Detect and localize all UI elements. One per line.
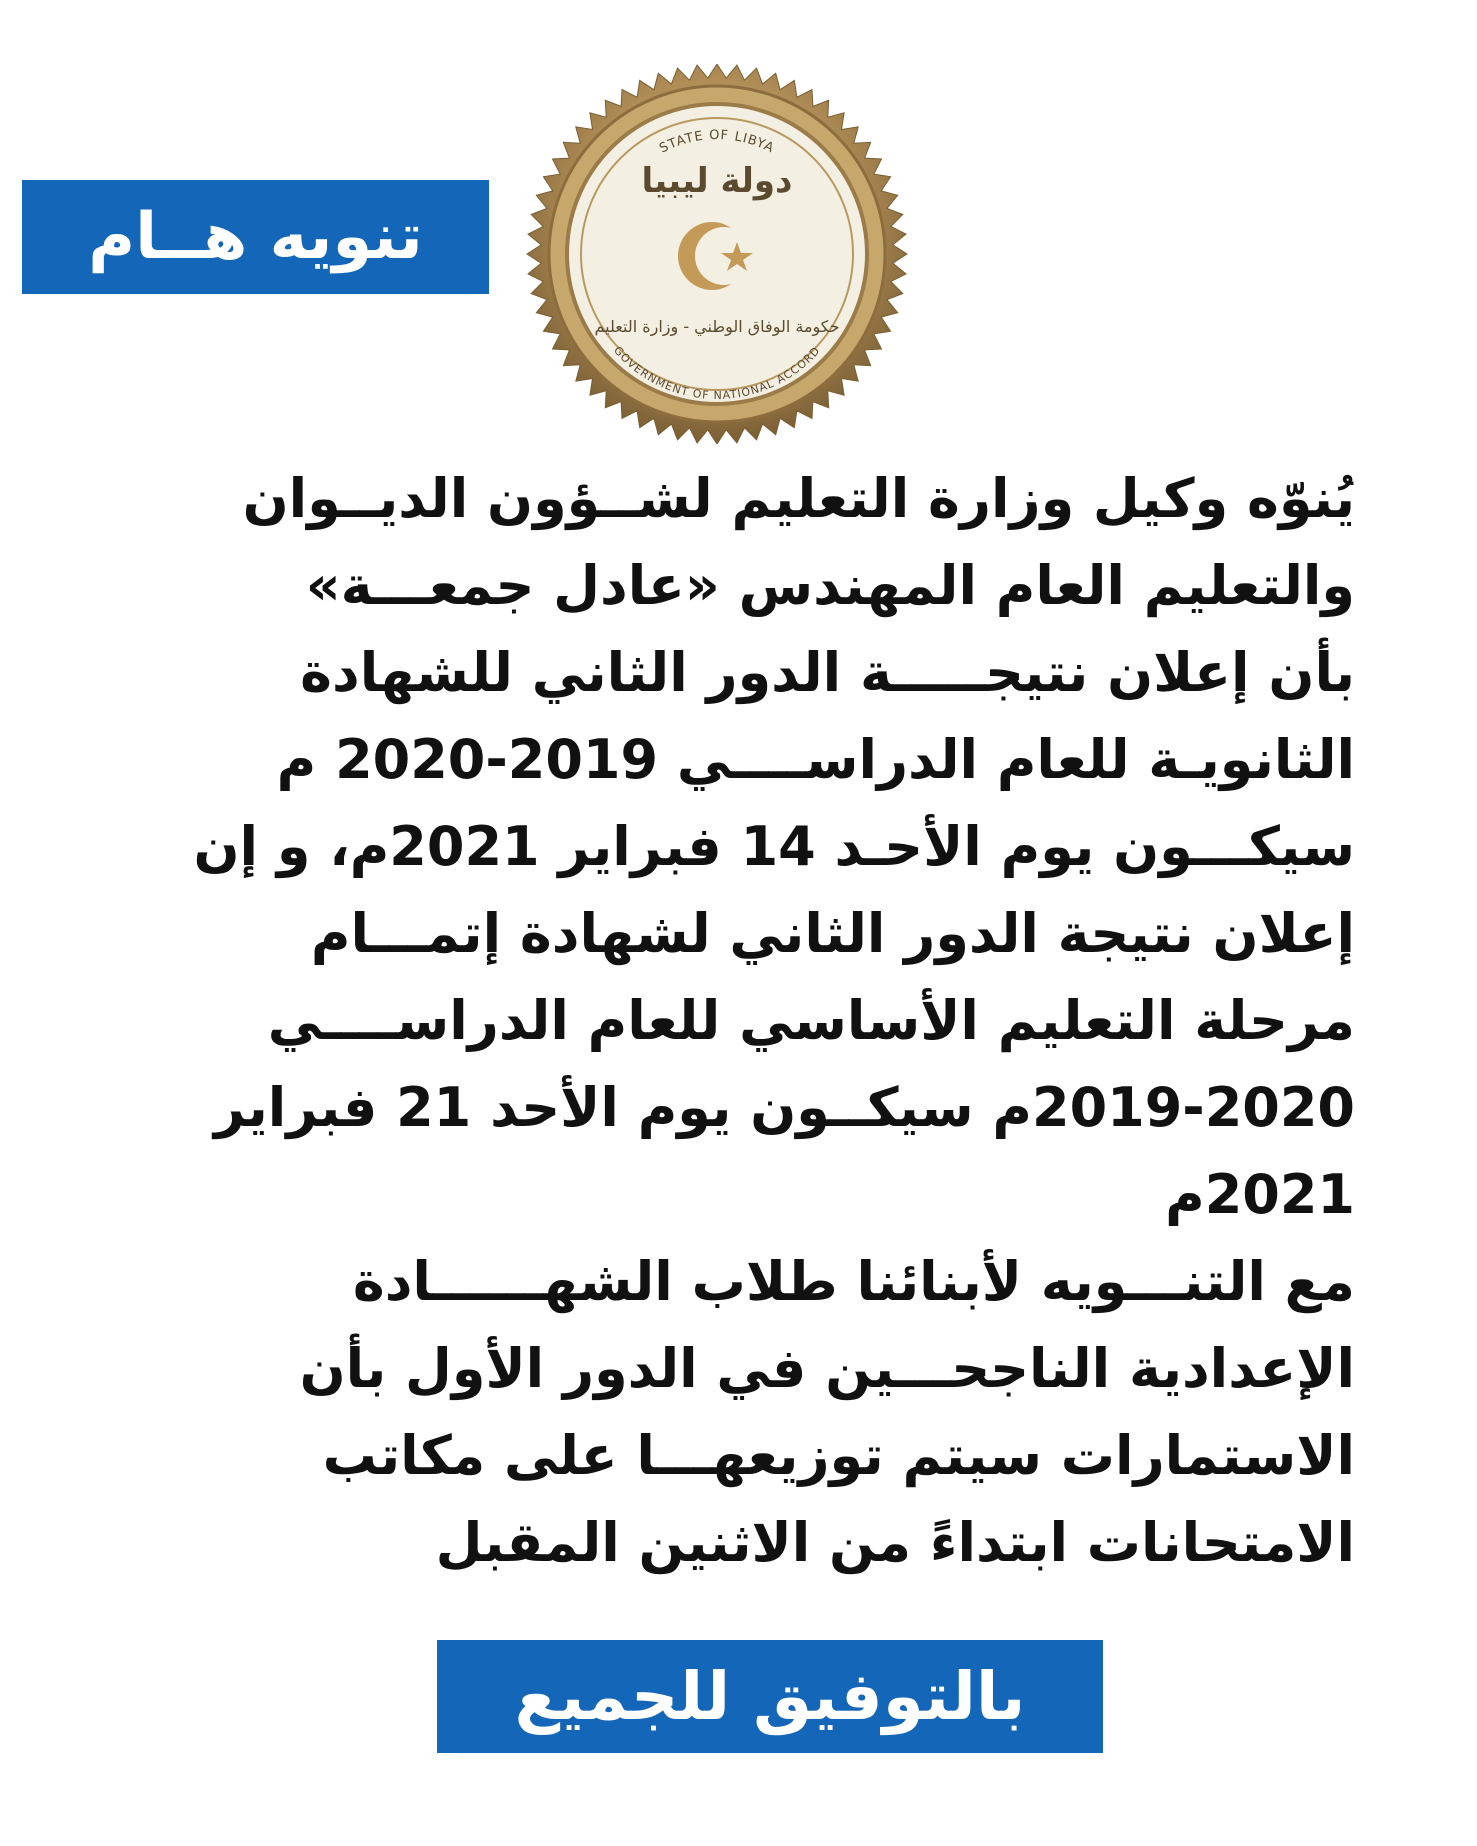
body-line: مرحلة التعليم الأساسي للعام الدراســــي [267,989,1355,1052]
announcement-body [120,455,1355,1586]
closing-badge-text: بالتوفيق للجميع [514,1658,1026,1735]
body-line: بأن إعلان نتيجـــــة الدور الثاني للشهادة [300,641,1355,704]
body-line: الإعدادية الناجحـــين في الدور الأول بأن [299,1337,1355,1400]
seal-english-top: STATE OF LIBYA [657,127,777,157]
body-line: الاستمارات سيتم توزيعهـــا على مكاتب [322,1424,1355,1487]
seal-english-bottom: GOVERNMENT OF NATIONAL ACCORD [611,343,823,403]
body-line: الامتحانات ابتداءً من الاثنين المقبل [435,1511,1355,1574]
notice-badge [22,180,489,294]
body-line: سيكـــون يوم الأحـد 14 فبراير 2021م، و إن [193,815,1355,878]
notice-badge-text: تنويه هــام [88,200,423,274]
seal-arabic-top: دولة ليبيا [641,161,793,201]
body-line: مع التنـــويه لأبنائنا طلاب الشهــــــادة [352,1250,1355,1313]
seal-arabic-bottom: حكومة الوفاق الوطني - وزارة التعليم [594,317,840,336]
body-line: 2019-2020م سيكــون يوم الأحد 21 فبراير [213,1076,1355,1139]
body-line: يُنوّه وكيل وزارة التعليم لشــؤون الديــوان [242,467,1355,530]
body-line: الثانويـة للعام الدراســــي 2019-2020 م [276,728,1355,791]
state-of-libya-seal [522,64,912,444]
body-line: إعلان نتيجة الدور الثاني لشهادة إتمـــام [310,902,1355,965]
body-line: والتعليم العام المهندس «عادل جمعـــة» [305,554,1355,617]
closing-badge [437,1640,1103,1753]
body-line: 2021م [1165,1163,1355,1226]
